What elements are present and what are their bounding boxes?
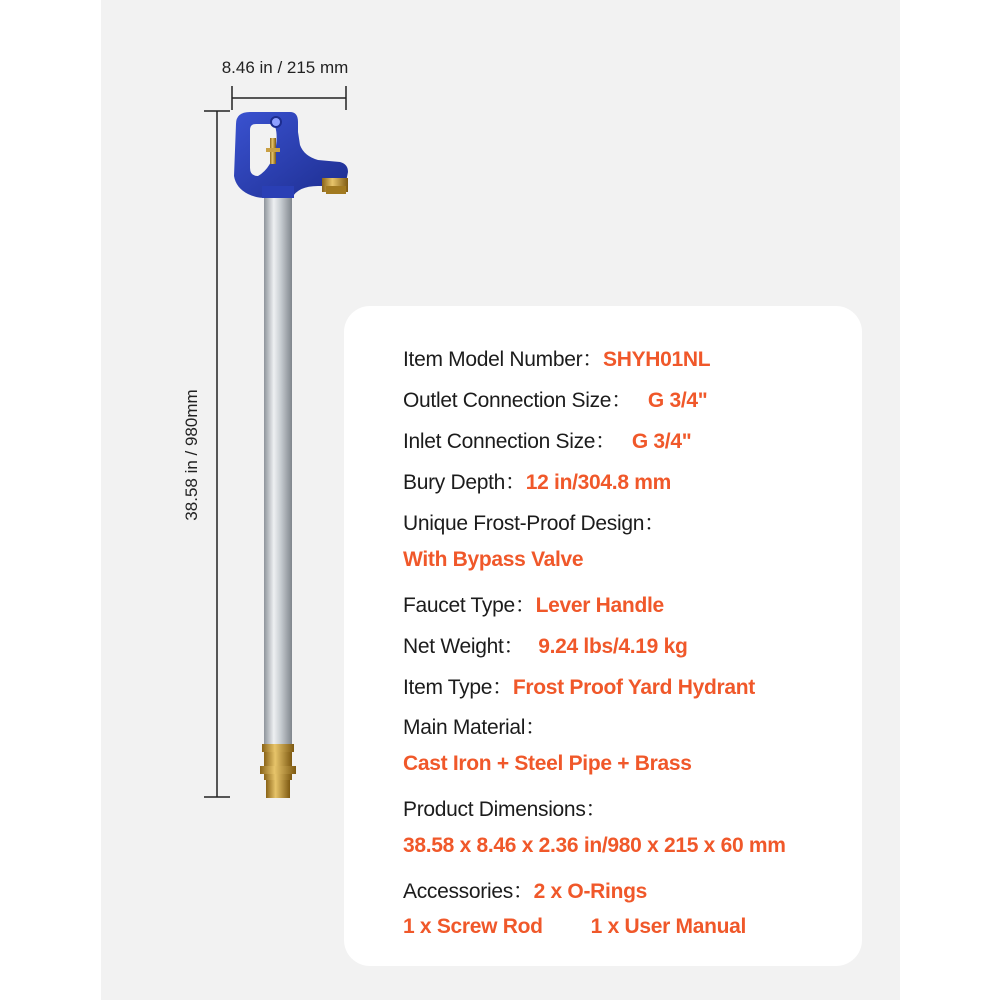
spec-row-bury-depth (403, 466, 671, 496)
spec-row-model (403, 343, 710, 373)
spec-row-frost-proof-label (403, 507, 665, 537)
spec-label: Main Material： (403, 716, 546, 739)
spec-label: Product Dimensions： (403, 798, 607, 821)
spec-value: Cast Iron + Steel Pipe + Brass (403, 752, 692, 775)
spec-row-accessories-more (403, 915, 746, 939)
spec-value: Frost Proof Yard Hydrant (512, 676, 755, 699)
spec-value: 2 x O-Rings (533, 880, 647, 903)
spec-label: Unique Frost-Proof Design： (403, 512, 665, 535)
spec-row-item-type (403, 671, 755, 701)
width-dimension-line (232, 86, 346, 110)
spec-value: 12 in/304.8 mm (525, 471, 671, 494)
spec-row-material-label (403, 711, 546, 741)
spec-row-dimensions-label (403, 793, 606, 823)
spec-value: With Bypass Valve (403, 548, 584, 571)
spec-row-dimensions-value (403, 834, 786, 858)
spec-label: Item Type： (403, 676, 513, 699)
spec-row-faucet-type (403, 589, 664, 619)
spec-row-inlet (403, 425, 691, 455)
spec-value: G 3/4" (647, 389, 708, 412)
spec-row-net-weight (403, 630, 688, 660)
spec-label: Outlet Connection Size： (403, 389, 632, 412)
spec-row-accessories (403, 875, 647, 905)
spec-label: Bury Depth： (403, 471, 526, 494)
brass-outlet (322, 178, 348, 194)
spec-row-material-value (403, 752, 692, 776)
width-dimension-label: 8.46 in / 215 mm (221, 58, 349, 77)
spec-value: Lever Handle (535, 594, 664, 617)
spec-value: 38.58 x 8.46 x 2.36 in/980 x 215 x 60 mm (403, 834, 786, 857)
height-dimension-label: 38.58 in / 980mm (182, 389, 201, 521)
spec-value: 1 x User Manual (590, 915, 747, 938)
height-dimension-line (204, 111, 230, 797)
spec-label: Item Model Number： (403, 348, 603, 371)
spec-value: SHYH01NL (603, 348, 711, 371)
specifications-card (344, 306, 862, 966)
spec-value: 1 x Screw Rod (403, 915, 543, 938)
spec-row-frost-proof-value (403, 548, 583, 572)
spec-value: G 3/4" (631, 430, 692, 453)
spec-label: Net Weight： (403, 635, 525, 658)
spec-label: Faucet Type： (403, 594, 536, 617)
spec-label: Inlet Connection Size： (403, 430, 616, 453)
steel-pipe (264, 188, 292, 748)
spec-label: Accessories： (403, 880, 534, 903)
spec-row-outlet (403, 384, 707, 414)
spec-value: 9.24 lbs/4.19 kg (538, 635, 688, 658)
brass-inlet (260, 744, 296, 798)
